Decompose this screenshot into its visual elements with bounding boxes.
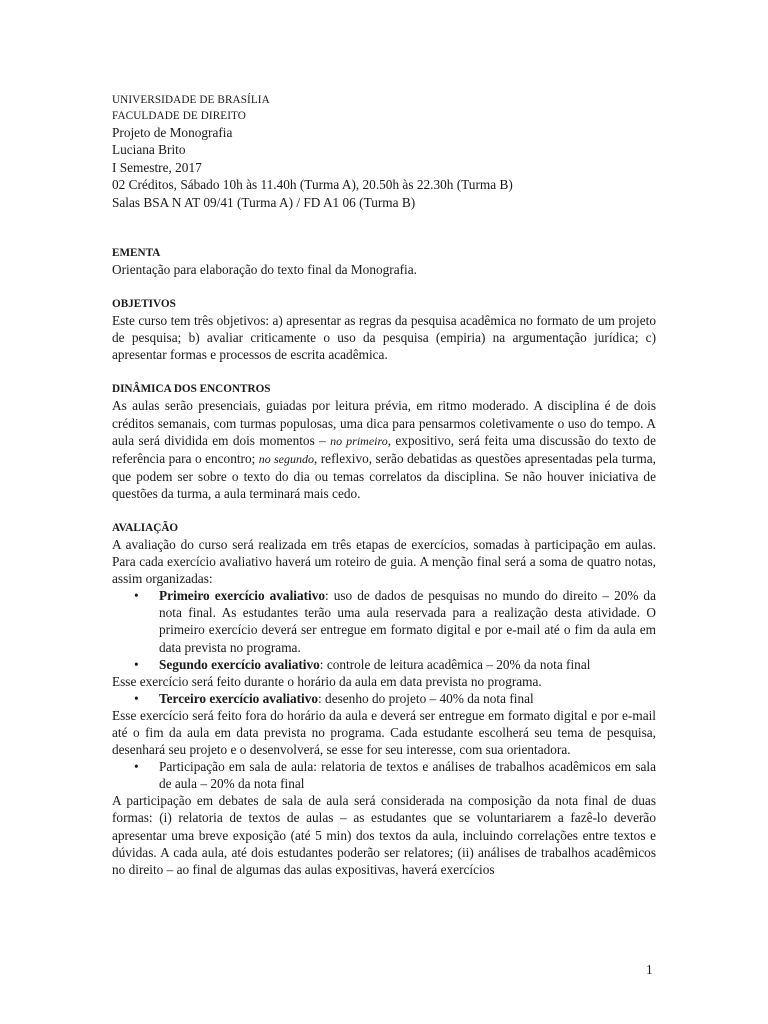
bullet-icon: •	[134, 588, 139, 604]
professor-name: Luciana Brito	[112, 142, 186, 158]
list-item: • Participação em sala de aula: relatoria de textos e análises de trabalhos acadêmicos em sala de aula – 20% da nota final	[134, 759, 656, 792]
avaliacao-heading: AVALIAÇÃO	[112, 521, 179, 534]
ementa-heading: EMENTA	[112, 247, 161, 260]
note-second-exercise: Esse exercício será feito durante o horário da aula em data prevista no programa.	[112, 673, 542, 689]
dinamica-text: As aulas serão presenciais, guiadas por leitura prévia, em ritmo moderado. A disciplina é de dois créditos semanais, com turmas populosas, uma dica para pensarmos coletivamente o uso do tempo. A aula será dividida em dois momentos – no primeiro, expositivo, será feita uma discussão do texto de referência para o encontro; no segundo, reflexivo, serão debatidas as questões apresentadas pela turma, que podem ser sobre o texto do dia ou temas correlatos da disciplina. Se não houver iniciativa de questões da turma, a aula terminará mais cedo.	[112, 398, 656, 501]
university-name: UNIVERSIDADE DE BRASÍLIA	[112, 94, 270, 106]
participation-text: A participação em debates de sala de aula será considerada na composição da nota final de duas formas: (i) relatoria de textos de aulas – as estudantes que se voluntariarem a fazê-lo deverão apresentar uma breve exposição (até 5 min) dos textos da aula, incluindo correlações entre textos e dúvidas. A cada aula, até dois estudantes poderão ser relatores; (ii) análises de trabalhos acadêmicos no direito – ao final de algumas das aulas expositivas, haverá exercícios	[112, 793, 656, 877]
bullet-icon: •	[134, 759, 139, 775]
dinamica-heading: DINÂMICA DOS ENCONTROS	[112, 383, 271, 396]
list-item: • Primeiro exercício avaliativo: uso de dados de pesquisas no mundo do direito – 20% da nota final. As estudantes terão uma aula reservada para a realização desta atividade. O primeiro exercício deverá ser entregue em formato digital e por e-mail até o fim da aula em data prevista no programa.	[134, 588, 656, 655]
faculty-name: FACULDADE DE DIREITO	[112, 110, 246, 122]
schedule: 02 Créditos, Sábado 10h às 11.40h (Turma A), 20.50h às 22.30h (Turma B)	[112, 177, 513, 193]
objetivos-text: Este curso tem três objetivos: a) apresentar as regras da pesquisa acadêmica no formato de um projeto de pesquisa; b) avaliar criticamente o uso da pesquisa (empiria) na argumentação jurídica; c) apresentar formas e processos de escrita acadêmica.	[112, 313, 656, 363]
list-item: • Terceiro exercício avaliativo: desenho do projeto – 40% da nota final	[134, 690, 534, 706]
evaluation-list	[112, 758, 656, 792]
bullet-icon: •	[134, 690, 139, 706]
document-page	[112, 92, 656, 878]
avaliacao-intro: A avaliação do curso será realizada em três etapas de exercícios, somadas à participação em aulas. Para cada exercício avaliativo haverá um roteiro de guia. A menção final será a soma de quatro notas, assim organizadas:	[112, 536, 656, 587]
evaluation-list	[112, 587, 656, 672]
evaluation-list	[112, 690, 656, 707]
note-third-exercise: Esse exercício será feito fora do horário da aula e deverá ser entregue em formato digital e por e-mail até o fim da aula em data prevista no programa. Cada estudante escolherá seu tema de pesquisa, desenhará seu projeto e o desenvolverá, se esse for seu interesse, com sua orientadora.	[112, 707, 656, 758]
rooms: Salas BSA N AT 09/41 (Turma A) / FD A1 06 (Turma B)	[112, 194, 416, 210]
course-title: Projeto de Monografia	[112, 125, 233, 140]
bullet-icon: •	[134, 656, 139, 672]
ementa-text: Orientação para elaboração do texto final da Monografia.	[112, 262, 417, 278]
semester: I Semestre, 2017	[112, 159, 202, 175]
list-item: • Segundo exercício avaliativo: controle de leitura acadêmica – 20% da nota final	[134, 656, 591, 672]
objetivos-heading: OBJETIVOS	[112, 298, 176, 311]
page-number: 1	[646, 962, 653, 977]
